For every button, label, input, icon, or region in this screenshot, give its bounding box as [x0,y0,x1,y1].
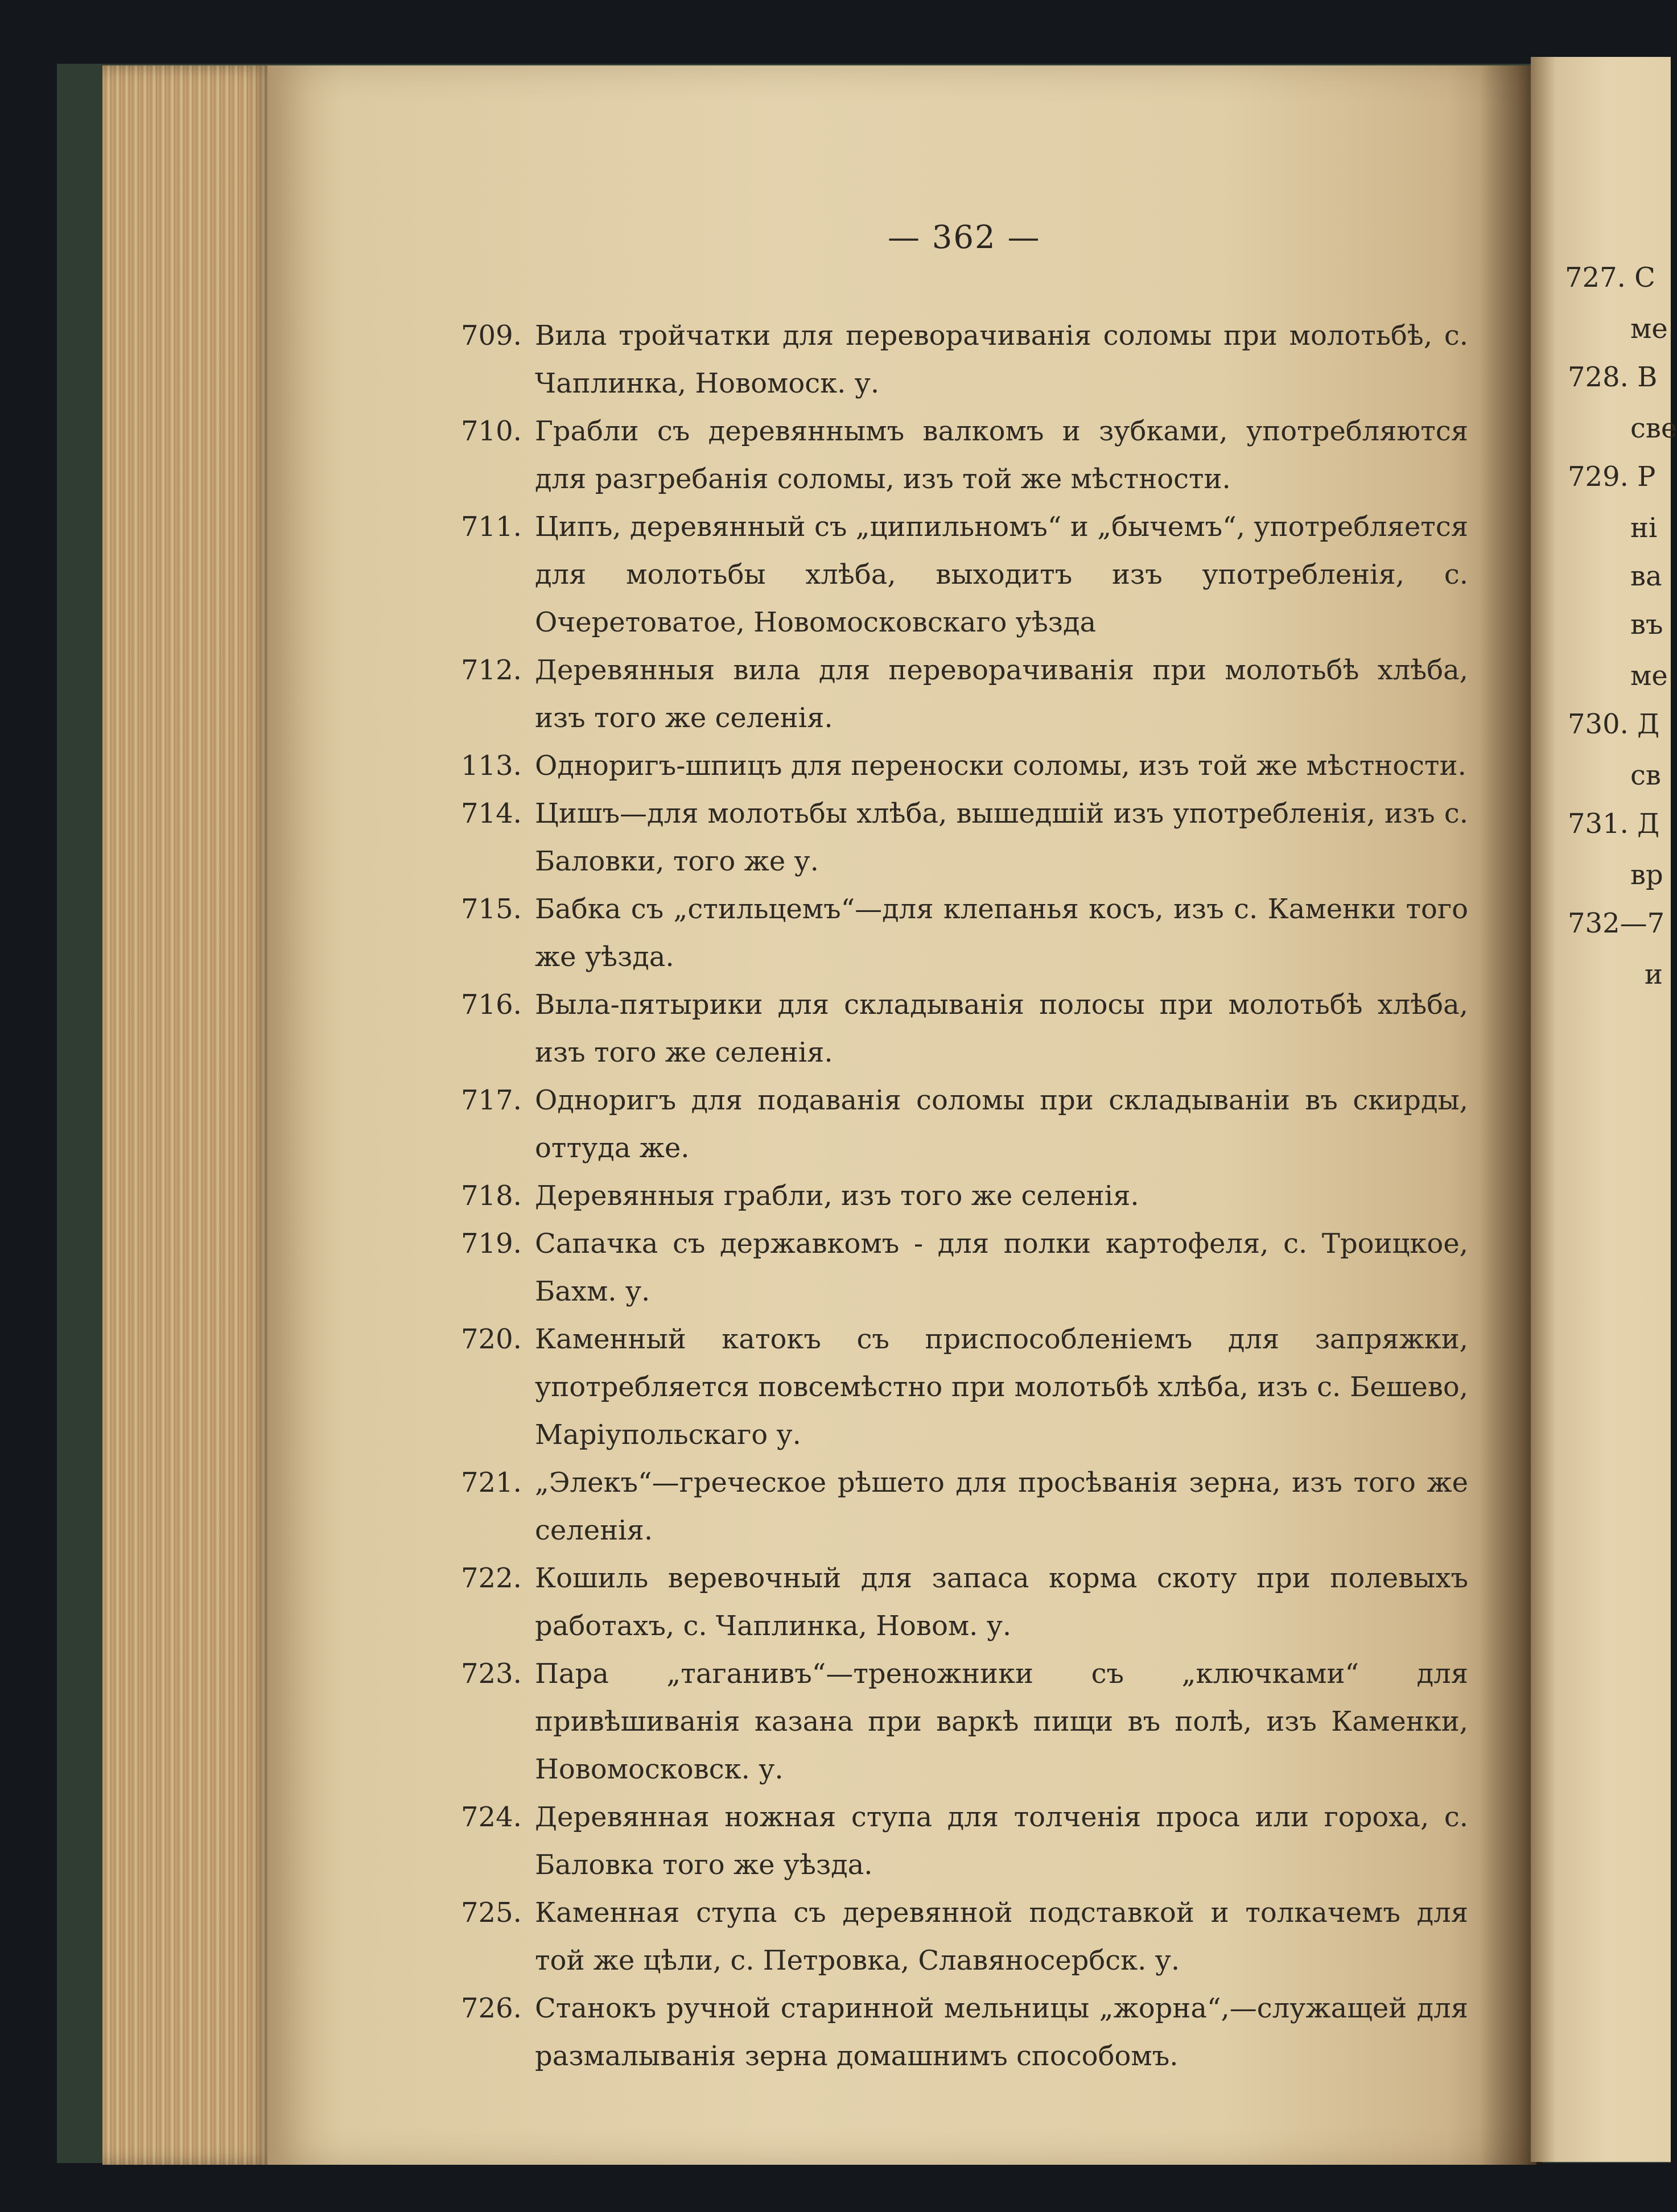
list-item [461,790,1468,885]
page-number: — 362 — [888,219,1041,256]
right-page-line: вр [1630,859,1663,891]
list-item [461,1076,1468,1172]
list-item [461,1889,1468,1984]
right-page-line: 730. Д [1568,708,1660,740]
list-item [461,1793,1468,1889]
right-page-line: све [1630,412,1677,444]
entry-number: 113. [461,750,522,782]
entry-text: Деревянная ножная ступа для толченія проса или гороха, с. Баловка того же уѣзда. [535,1801,1468,1881]
entry-number: 709. [461,320,522,352]
entry-text: Одноригъ для подаванія соломы при складываніи въ скирды, оттуда же. [535,1084,1468,1164]
right-page-line: 727. С [1565,262,1655,294]
entry-text: Деревянныя вила для переворачиванія при молотьбѣ хлѣба, изъ того же селенія. [535,654,1468,734]
right-page-line: 732—7 [1568,907,1665,939]
list-item [461,1459,1468,1554]
right-page-line: ме [1630,660,1668,692]
entry-text: Деревянныя грабли, изъ того же селенія. [535,1180,1139,1212]
entry-number: 717. [461,1084,522,1116]
list-item [461,312,1468,407]
entry-list [461,312,1468,2080]
entry-text: Выла-пятырики для складыванія полосы при молотьбѣ хлѣба, изъ того же селенія. [535,989,1468,1068]
entry-number: 718. [461,1180,522,1212]
entry-number: 719. [461,1228,522,1260]
entry-text: Кошиль веревочный для запаса корма скоту при полевыхъ работахъ, с. Чаплинка, Новом. у. [535,1562,1468,1642]
list-item [461,742,1468,790]
entry-text: Ципъ, деревянный съ „ципильномъ“ и „бычемъ“, употребляется для молотьбы хлѣба, выходитъ изъ употребленія, с. Очеретоватое, Новомосковскаго уѣзда [535,511,1468,638]
entry-text: Каменный катокъ съ приспособленіемъ для запряжки, употребляется повсемѣстно при молотьбѣ хлѣба, изъ с. Бешево, Маріупольскаго у. [535,1323,1468,1451]
entry-text: Одноригъ-шпицъ для переноски соломы, изъ той же мѣстности. [535,750,1466,782]
entry-number: 714. [461,798,522,830]
right-page-line: и [1645,959,1663,991]
list-item [461,407,1468,503]
right-page-line: ні [1630,512,1658,544]
entry-text: Вила тройчатки для переворачиванія соломы при молотьбѣ, с. Чаплинка, Новомоск. у. [535,320,1468,399]
list-item [461,1984,1468,2080]
entry-number: 720. [461,1323,522,1355]
right-page-line: 731. Д [1568,808,1660,840]
entry-number: 724. [461,1801,522,1833]
entry-number: 723. [461,1658,522,1690]
entry-number: 721. [461,1467,522,1499]
entry-text: Бабка съ „стильцемъ“—для клепанья косъ, изъ с. Каменки того же уѣзда. [535,893,1468,973]
list-item [461,885,1468,981]
right-page-line: св [1630,760,1661,791]
entry-text: Грабли съ деревяннымъ валкомъ и зубками, употребляются для разгребанія соломы, изъ той же мѣстности. [535,415,1468,495]
list-item [461,1220,1468,1315]
right-page-line: 728. В [1568,361,1658,393]
entry-number: 711. [461,511,522,543]
entry-text: Цишъ—для молотьбы хлѣба, вышедшій изъ употребленія, изъ с. Баловки, того же у. [535,798,1468,877]
entry-number: 722. [461,1562,522,1594]
list-item [461,503,1468,646]
entry-number: 715. [461,893,522,925]
list-item [461,981,1468,1076]
list-item [461,1554,1468,1650]
right-page-line: ва [1630,560,1662,592]
entry-number: 710. [461,415,522,447]
entry-number: 726. [461,1992,522,2024]
right-page-line: въ [1630,609,1663,641]
entry-text: Станокъ ручной старинной мельницы „жорна“,—служащей для размалыванія зерна домашнимъ способомъ. [535,1992,1468,2072]
list-item [461,1172,1468,1220]
list-item [461,1315,1468,1459]
entry-text: „Элекъ“—греческое рѣшето для просѣванія зерна, изъ того же селенія. [535,1467,1468,1546]
entry-number: 712. [461,654,522,686]
right-page [1531,57,1677,2162]
entry-number: 725. [461,1897,522,1929]
entry-text: Каменная ступа съ деревянной подставкой и толкачемъ для той же цѣли, с. Петровка, Славяносербск. у. [535,1897,1468,1976]
page-edges [102,65,273,2165]
entry-text: Сапачка съ державкомъ - для полки картофеля, с. Троицкое, Бахм. у. [535,1228,1468,1307]
entry-text: Пара „таганивъ“—треножники съ „ключками“ для привѣшиванія казана при варкѣ пищи въ полѣ, изъ Каменки, Новомосковск. у. [535,1658,1468,1785]
entry-number: 716. [461,989,522,1021]
list-item [461,1650,1468,1793]
list-item [461,646,1468,742]
right-page-line: 729. Р [1568,461,1656,493]
right-page-line: ме [1630,313,1668,345]
